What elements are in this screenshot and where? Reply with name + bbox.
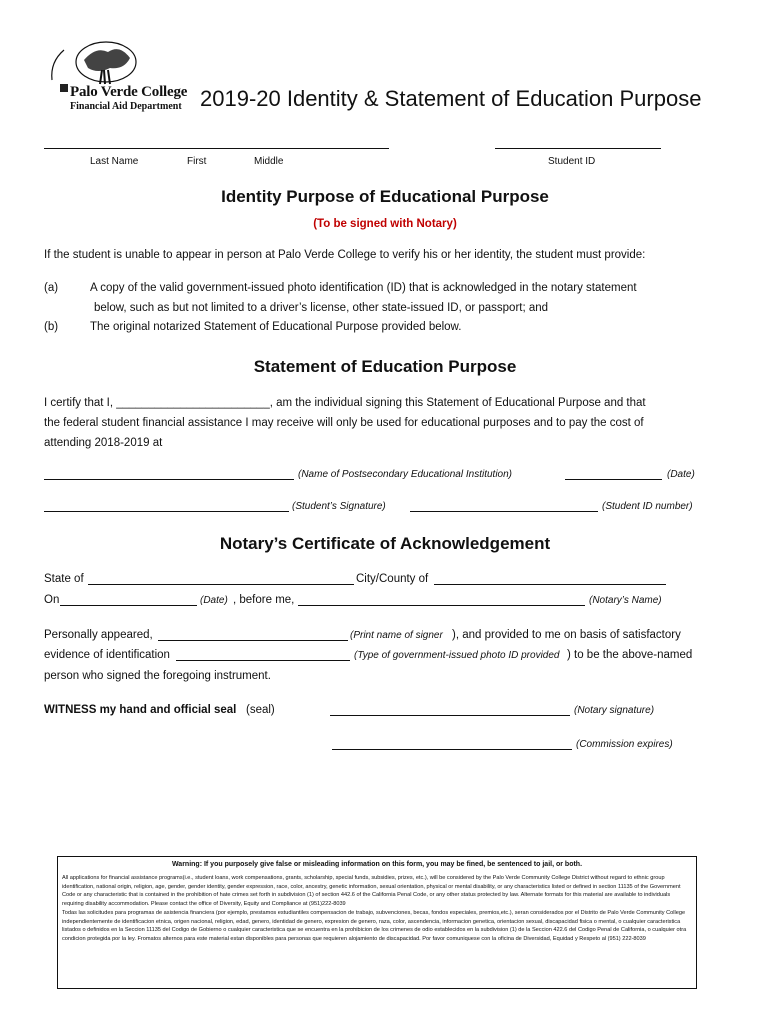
commission-expires-field[interactable] [332,749,572,750]
student-signature-field[interactable] [44,511,289,512]
print-name-close: ), and provided to me on basis of satisfactory [452,629,681,641]
item-a-line1: A copy of the valid government-issued photo identification (ID) that is acknowledged in the notary statement [90,282,637,294]
notary-note-close: ) [452,218,457,230]
student-id-label: Student ID [548,156,596,167]
item-a-marker: (a) [44,282,59,294]
notary-name-label: (Notary’s Name) [589,595,662,606]
id-type-field[interactable] [176,660,350,661]
city-county-label: City/County of [356,573,429,585]
warning-spanish: Todas las solicitudes para programas de asistencia financiera (por ejemplo, prestamos estudiantiles compensacion de trabajo, subvenciones, becas, fondos especiales, premios,etc.), seran considerados por el Distrito de Palo Verde Community College independientemente de identificacion etnica, origen nacional, religion, edad, genero, identidad de genero, expresion de genero, raza, color, ascendencia, informacion genetica, orientacion sexual, discapacidad fisica o mental, o cualquier caracteristica listados o definidos en la Seccion 11135 del Codigo de Gobierno o cualquier caracteristica que se encuentra en la prohibicion de los crimenes de odio establecidos en la subdivision (1) de la Seccion 422.6 del Codigo Penal de California, o cualquier otra condicion protegida por la ley. Fromatos alternos para este material estan disponibles para personas que requieren alojamiento de discapacidad. Por favor comuniquese con la oficina de Diversidad, Equidad y Respeto al (951) 222-8039 [62,909,687,942]
warning-box [57,856,697,989]
notary-heading: Notary’s Certificate of Acknowledgement [219,534,551,553]
before-me-text: , before me, [233,594,295,606]
foregoing-instrument-text: person who signed the foregoing instrument. [44,670,271,682]
college-name: Palo Verde College [70,84,188,100]
warning-text [62,874,692,944]
first-name-label: First [187,156,207,167]
on-label: On [44,594,60,606]
last-name-label: Last Name [90,156,139,167]
notary-signature-label-close: ) [650,705,655,716]
institution-label: (Name of Postsecondary Educational Institution) [298,469,512,480]
notary-signature-label-text: (Notary signature [574,705,651,716]
warning-heading: Warning: If you purposely give false or misleading information on this form, you may be fined, be sentenced to jail, or both. [171,861,583,868]
statement-heading: Statement of Education Purpose [253,357,517,376]
student-id-number-label: (Student ID number) [602,501,693,512]
statement-date-field[interactable] [565,479,662,480]
statement-date-label: (Date) [667,469,695,480]
notary-note [0,214,770,232]
notary-date-field[interactable] [60,605,197,606]
statement-line3: attending 2018-2019 at [44,437,163,449]
signer-name-field[interactable] [158,640,348,641]
witness-text: WITNESS my hand and official seal [44,704,237,716]
city-county-field[interactable] [434,584,666,585]
item-b-line1: The original notarized Statement of Educational Purpose provided below. [90,321,462,333]
identity-heading: Identity Purpose of Educational Purpose [221,187,549,206]
id-type-label: (Type of government-issued photo ID provided [354,650,560,661]
id-type-close: ) to be the above-named [567,649,693,661]
student-signature-label: (Student’s Signature) [292,501,386,512]
statement-line1: I certify that I, ________________________, am the individual signing this Statement of Educational Purpose and that [44,397,646,409]
institution-name-field[interactable] [44,479,294,480]
notary-signature-label [574,705,654,716]
warning-english: All applications for financial assistance programs(i.e., student loans, work compensations, grants, scholarship, special funds, subsidies, prizes, etc.), will be considered by the Palo Verde Community College District without regard to ethnic group identification, national origin, religion, age, gender, gender identity, gender expression, race, color, ancestry, genetic information, sexual orientation, physical or mental disability, or any characteristics listed or defined in section 11135 of the Government Code or any characteristic that is contained in the prohibition of hate crimes set forth in subdivision (1) of section 442.6 of the California Penal Code, or any other status protected by law. Alternate formats for this material are available to individuals requiring disability accommodation. Please contact the office of Diversity, Equity and Compliance at (951)222-8039 [62,875,681,908]
notary-note-text: To be signed with Notary [317,218,453,230]
middle-name-label: Middle [254,156,284,167]
department-name: Financial Aid Department [70,101,182,112]
seal-text: (seal) [246,704,275,716]
item-b-marker: (b) [44,321,59,333]
commission-expires-label: (Commission expires) [576,739,673,750]
item-a-line2: below, such as but not limited to a driver’s license, other state-issued ID, or passport; and [94,302,549,314]
identity-intro: If the student is unable to appear in person at Palo Verde College to verify his or her identity, the student must provide: [44,249,646,261]
student-name-field[interactable] [44,148,389,149]
student-id-number-field[interactable] [410,511,598,512]
notary-name-field[interactable] [298,605,585,606]
personally-appeared-text: Personally appeared, [44,629,153,641]
notary-signature-field[interactable] [330,715,570,716]
evidence-label: evidence of identification [44,649,170,661]
notary-date-label: (Date) [200,595,228,606]
print-name-label: (Print name of signer [350,630,443,641]
page-title: 2019-20 Identity & Statement of Education Purpose [200,86,702,111]
notary-note-open: ( [313,218,318,230]
state-label: State of [44,573,84,585]
student-id-field[interactable] [495,148,661,149]
statement-line2: the federal student financial assistance I may receive will only be used for educational purposes and to pay the cost of [44,417,644,429]
state-field[interactable] [88,584,354,585]
